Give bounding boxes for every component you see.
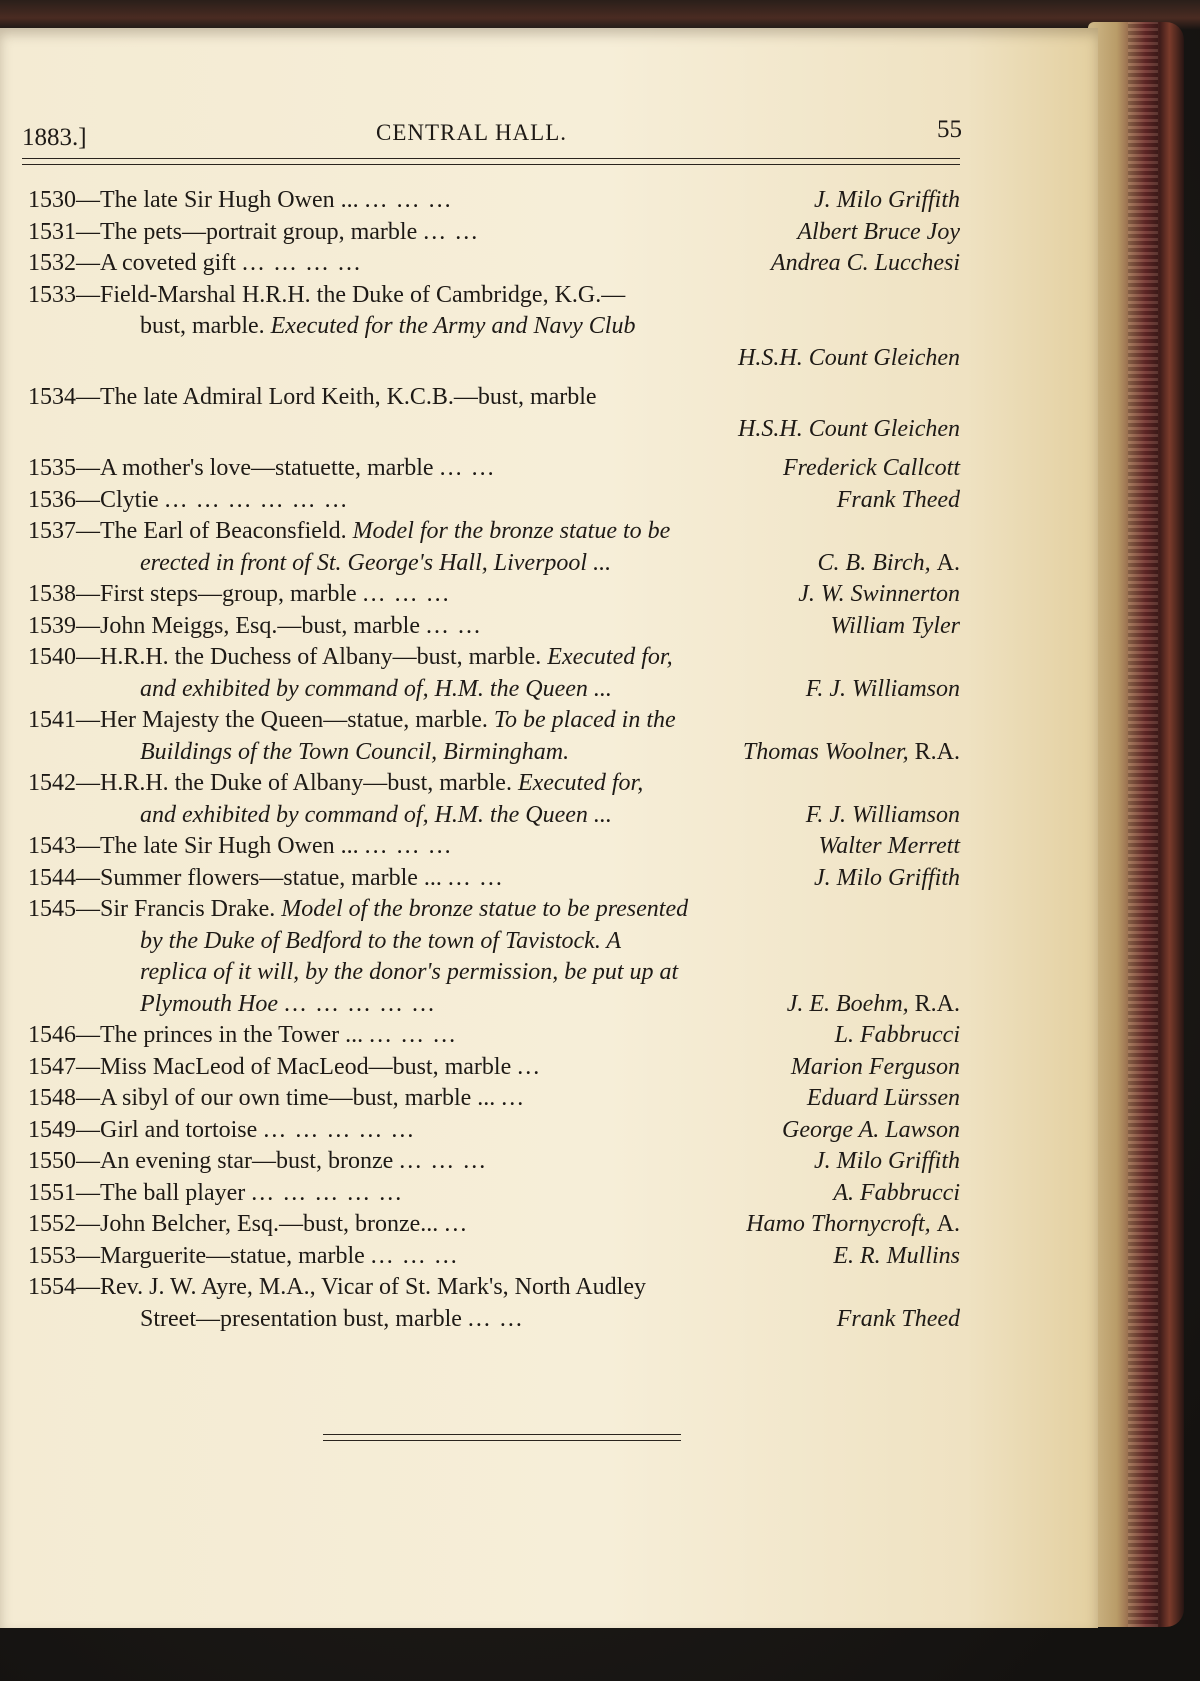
entry-line xyxy=(28,310,960,342)
entry-note: Executed for the Army and Navy Club xyxy=(270,313,636,339)
catalogue-entry xyxy=(28,578,960,610)
artist-name xyxy=(818,547,960,580)
entry-line xyxy=(28,799,960,831)
entry-line xyxy=(28,830,960,862)
artist-honour: A. xyxy=(936,549,960,576)
catalogue-entry xyxy=(28,1019,960,1051)
leader-dots: ... ... ... ... ... xyxy=(251,1179,404,1206)
artist-name xyxy=(833,1240,960,1273)
entry-note: replica of it will, by the donor's permission, be put up at xyxy=(140,959,679,985)
artist-name-text: F. J. Williamson xyxy=(805,801,960,828)
artist-name-text: J. W. Swinnerton xyxy=(798,581,960,607)
catalogue-entry xyxy=(28,515,960,578)
entry-line xyxy=(28,1240,960,1272)
artist-name-text: J. Milo Griffith xyxy=(814,1148,960,1174)
entry-line xyxy=(28,988,960,1020)
footer-rule xyxy=(323,1434,681,1441)
entry-title: 1542—H.R.H. the Duke of Albany—bust, marble. xyxy=(28,770,512,796)
artist-name-text: Thomas Woolner, xyxy=(742,738,909,765)
entry-title: 1530—The late Sir Hugh Owen ... xyxy=(28,187,359,213)
header-year: 1883.] xyxy=(22,124,87,151)
artist-honour: A. xyxy=(936,1211,960,1237)
entry-title: 1543—The late Sir Hugh Owen ... xyxy=(28,833,359,859)
leader-dots: ... ... ... ... ... ... xyxy=(164,486,349,513)
catalogue-entry xyxy=(28,1114,960,1146)
running-header xyxy=(22,116,962,156)
entry-title: 1537—The Earl of Beaconsfield. xyxy=(28,518,347,544)
artist-name-text: Frank Theed xyxy=(836,1305,960,1332)
leader-dots: ... ... xyxy=(425,612,482,639)
entry-note: and exhibited by command of, H.M. the Queen ... xyxy=(140,675,612,702)
entry-line xyxy=(28,515,960,547)
catalogue-entry xyxy=(28,484,960,516)
entry-note: Plymouth Hoe xyxy=(140,990,278,1017)
artist-name xyxy=(771,247,960,280)
artist-name xyxy=(818,830,960,863)
entry-continuation: Street—presentation bust, marble xyxy=(140,1305,462,1332)
entry-title: 1532—A coveted gift xyxy=(28,250,236,276)
entry-title: 1547—Miss MacLeod of MacLeod—bust, marble xyxy=(28,1053,512,1080)
artist-name xyxy=(814,862,960,895)
catalogue-entry xyxy=(28,1177,960,1209)
artist-name xyxy=(787,988,960,1021)
entry-title: 1548—A sibyl of our own time—bust, marble ... xyxy=(28,1085,496,1111)
artist-name-text: Eduard Lürssen xyxy=(806,1085,960,1111)
artist-name xyxy=(738,342,960,375)
entry-note: Executed for, xyxy=(547,644,673,670)
artist-name xyxy=(814,1145,960,1178)
leader-dots: ... ... ... ... xyxy=(241,250,362,276)
entry-line xyxy=(28,767,960,799)
entry-line xyxy=(28,578,960,610)
entry-note: Model of the bronze statue to be presented xyxy=(281,896,689,922)
entry-line xyxy=(28,1019,960,1051)
artist-name xyxy=(814,184,960,217)
artist-name-text: C. B. Birch, xyxy=(817,549,931,576)
artist-name xyxy=(783,452,960,485)
entry-line xyxy=(28,184,960,216)
artist-name xyxy=(835,1019,960,1052)
leader-dots: ... xyxy=(501,1085,526,1111)
leader-dots: ... ... ... xyxy=(370,1242,459,1269)
artist-name-text: J. Milo Griffith xyxy=(814,187,960,213)
entry-note: and exhibited by command of, H.M. the Queen ... xyxy=(140,801,612,828)
leader-dots: ... ... ... xyxy=(364,833,453,859)
leader-dots: ... xyxy=(444,1211,469,1237)
entry-note: Buildings of the Town Council, Birmingham. xyxy=(140,738,570,765)
entry-title: 1545—Sir Francis Drake. xyxy=(28,896,276,922)
artist-name-text: William Tyler xyxy=(830,612,960,639)
artist-name-text: F. J. Williamson xyxy=(805,675,960,702)
entry-line xyxy=(28,1271,960,1303)
catalogue-entry xyxy=(28,767,960,830)
entry-title: 1536—Clytie xyxy=(28,486,159,513)
entry-line xyxy=(28,484,960,516)
artist-name-text: Andrea C. Lucchesi xyxy=(770,250,960,276)
entry-title: 1553—Marguerite—statue, marble xyxy=(28,1242,365,1269)
entry-line xyxy=(28,279,960,311)
entry-title: 1539—John Meiggs, Esq.—bust, marble xyxy=(28,612,420,639)
leader-dots: ... ... ... ... ... xyxy=(283,990,436,1017)
artist-name xyxy=(806,799,960,832)
entry-title: 1534—The late Admiral Lord Keith, K.C.B.—bust, marble xyxy=(28,384,597,410)
artist-honour: R.A. xyxy=(914,990,960,1017)
leader-dots: ... ... xyxy=(439,455,496,481)
catalogue-entry xyxy=(28,216,960,248)
entry-continuation: bust, marble. xyxy=(140,313,265,339)
catalogue-entry xyxy=(28,1051,960,1083)
entry-line xyxy=(28,956,960,988)
leader-dots: ... ... ... xyxy=(399,1148,488,1174)
entry-title: 1541—Her Majesty the Queen—statue, marble. xyxy=(28,707,488,733)
leader-dots: ... ... xyxy=(467,1305,524,1332)
artist-name xyxy=(797,216,960,249)
catalogue-entry xyxy=(28,452,960,484)
page-edge-fore xyxy=(1088,22,1184,1627)
entry-title: 1552—John Belcher, Esq.—bust, bronze... xyxy=(28,1211,439,1237)
entry-line xyxy=(28,1208,960,1240)
artist-name-text: Albert Bruce Joy xyxy=(797,218,960,245)
artist-name-text: Frederick Callcott xyxy=(782,455,960,481)
catalogue-entry xyxy=(28,704,960,767)
entry-line xyxy=(28,1082,960,1114)
artist-name-text: E. R. Mullins xyxy=(833,1242,960,1269)
entry-line xyxy=(28,452,960,484)
leader-dots: ... ... ... xyxy=(364,187,453,213)
entry-line xyxy=(28,1114,960,1146)
entry-line xyxy=(28,704,960,736)
entry-title: 1549—Girl and tortoise xyxy=(28,1116,258,1143)
artist-name-text: Marion Ferguson xyxy=(790,1053,960,1080)
artist-name xyxy=(833,1177,960,1210)
binding-shadow xyxy=(0,0,1200,30)
entry-title: 1544—Summer flowers—statue, marble ... xyxy=(28,864,442,891)
entry-note: erected in front of St. George's Hall, Liverpool ... xyxy=(140,549,612,576)
catalogue-entry xyxy=(28,1145,960,1177)
leader-dots: ... ... ... ... ... xyxy=(263,1116,416,1143)
leader-dots: ... ... xyxy=(447,864,504,891)
catalogue-entry xyxy=(28,279,960,382)
catalogue-entry xyxy=(28,893,960,1019)
artist-name xyxy=(807,1082,960,1115)
entry-line xyxy=(28,673,960,705)
catalogue-entry xyxy=(28,381,960,452)
entry-line xyxy=(28,641,960,673)
entry-title: 1546—The princes in the Tower ... xyxy=(28,1022,364,1048)
artist-name-text: Frank Theed xyxy=(836,486,960,513)
artist-name-text: George A. Lawson xyxy=(781,1116,960,1143)
artist-name-text: Hamo Thornycroft, xyxy=(746,1211,931,1237)
entry-line xyxy=(28,547,960,579)
artist-name xyxy=(830,610,960,643)
leader-dots: ... ... ... xyxy=(362,581,451,607)
artist-name-text: L. Fabbrucci xyxy=(834,1022,960,1048)
leader-dots: ... xyxy=(517,1053,542,1080)
entry-title: 1533—Field-Marshal H.R.H. the Duke of Cambridge, K.G.— xyxy=(28,281,626,308)
entry-line xyxy=(28,893,960,925)
catalogue-entry xyxy=(28,1271,960,1334)
catalogue-list xyxy=(28,184,960,1334)
entry-line xyxy=(28,610,960,642)
entry-title: 1538—First steps—group, marble xyxy=(28,581,357,607)
catalogue-entry xyxy=(28,1082,960,1114)
entry-line xyxy=(28,1051,960,1083)
entry-line xyxy=(28,862,960,894)
catalogue-entry xyxy=(28,610,960,642)
entry-title: 1551—The ball player xyxy=(28,1179,246,1206)
artist-name xyxy=(782,1114,960,1147)
entry-line xyxy=(28,342,960,374)
entry-line xyxy=(28,216,960,248)
catalogue-entry xyxy=(28,641,960,704)
entry-line xyxy=(28,1303,960,1335)
catalogue-entry xyxy=(28,184,960,216)
catalogue-entry xyxy=(28,1208,960,1240)
leader-dots: ... ... ... xyxy=(369,1022,458,1048)
artist-name-text: Walter Merrett xyxy=(818,833,960,859)
artist-honour: R.A. xyxy=(914,738,960,765)
entry-line xyxy=(28,1177,960,1209)
artist-name xyxy=(798,578,960,611)
artist-name xyxy=(791,1051,960,1084)
entry-line xyxy=(28,413,960,445)
entry-line xyxy=(28,247,960,279)
catalogue-entry xyxy=(28,247,960,279)
artist-name-text: J. Milo Griffith xyxy=(814,864,960,891)
artist-name-text: A. Fabbrucci xyxy=(833,1179,960,1206)
artist-name-text: H.S.H. Count Gleichen xyxy=(738,344,960,371)
entry-note: by the Duke of Bedford to the town of Tavistock. A xyxy=(140,927,622,954)
artist-name xyxy=(837,1303,960,1336)
catalogue-entry xyxy=(28,830,960,862)
entry-note: Executed for, xyxy=(517,770,644,796)
entry-note: Model for the bronze statue to be xyxy=(352,518,671,544)
entry-line xyxy=(28,381,960,413)
entry-title: 1531—The pets—portrait group, marble xyxy=(28,218,418,245)
entry-line xyxy=(28,1145,960,1177)
entry-note: To be placed in the xyxy=(493,707,676,733)
artist-name xyxy=(743,736,960,769)
entry-title: 1540—H.R.H. the Duchess of Albany—bust, marble. xyxy=(28,644,542,670)
artist-name-text: J. E. Boehm, xyxy=(786,990,909,1017)
catalogue-entry xyxy=(28,862,960,894)
entry-title: 1554—Rev. J. W. Ayre, M.A., Vicar of St. Mark's, North Audley xyxy=(28,1274,646,1300)
catalogue-entry xyxy=(28,1240,960,1272)
artist-name xyxy=(806,673,960,706)
entry-line xyxy=(28,736,960,768)
page-number: 55 xyxy=(937,116,962,143)
artist-name xyxy=(738,413,960,446)
artist-name xyxy=(837,484,960,517)
entry-line xyxy=(28,925,960,957)
artist-name xyxy=(746,1208,960,1241)
leader-dots: ... ... xyxy=(423,218,480,245)
header-rule xyxy=(22,158,960,165)
artist-name-text: H.S.H. Count Gleichen xyxy=(738,415,960,442)
header-title: CENTRAL HALL. xyxy=(376,120,568,145)
entry-title: 1535—A mother's love—statuette, marble xyxy=(28,455,434,481)
entry-title: 1550—An evening star—bust, bronze xyxy=(28,1148,394,1174)
